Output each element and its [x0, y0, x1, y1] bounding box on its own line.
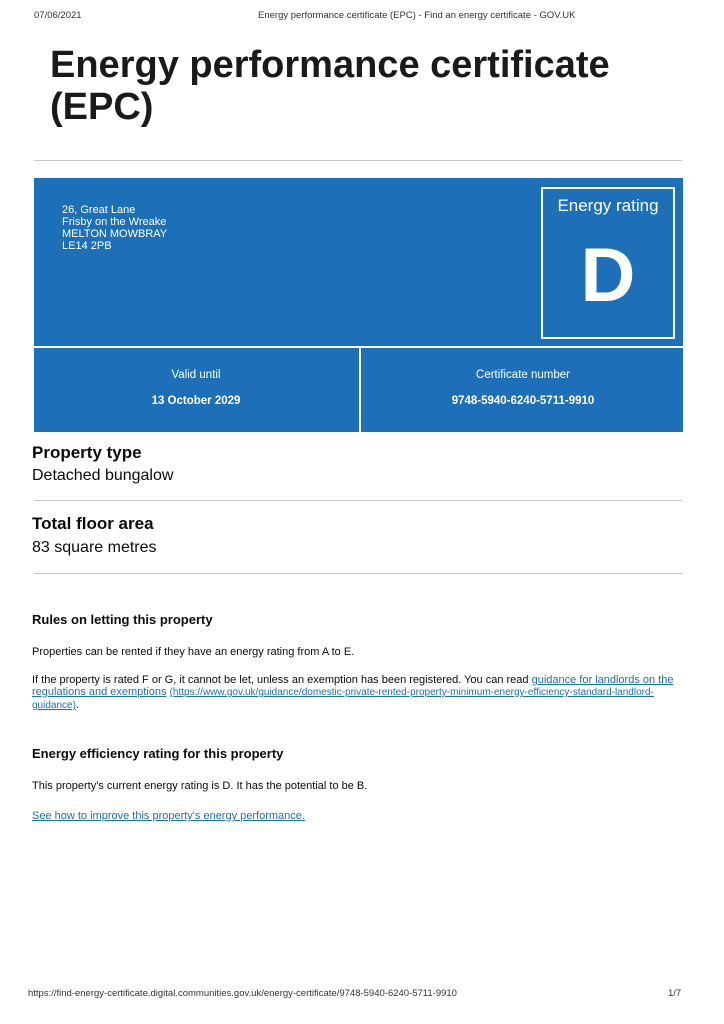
- certificate-number-value: 9748-5940-6240-5711-9910: [451, 395, 595, 407]
- letting-rules-heading: Rules on letting this property: [32, 612, 213, 627]
- floor-area-heading: Total floor area: [32, 514, 154, 533]
- epc-summary-panel: [34, 178, 683, 432]
- landlord-guidance-link[interactable]: guidance for landlords on the regulations and exemptions: [32, 674, 674, 698]
- page-title: Energy performance certificate (EPC): [50, 44, 610, 128]
- landlord-guidance-url[interactable]: (https://www.gov.uk/guidance/domestic-private-rented-property-minimum-energy-efficiency-standard-landlord-guidance): [32, 687, 654, 711]
- efficiency-heading: Energy efficiency rating for this property: [32, 746, 284, 761]
- divider: [34, 160, 682, 161]
- valid-until-label: Valid until: [171, 369, 221, 381]
- divider: [34, 573, 682, 574]
- print-date: 07/06/2021: [34, 10, 82, 21]
- address-line-3: MELTON MOWBRAY: [62, 228, 168, 240]
- address-line-1: 26, Great Lane: [62, 204, 136, 216]
- address-line-2: Frisby on the Wreake: [62, 216, 167, 228]
- property-address: [62, 204, 167, 252]
- letting-guidance-end: .: [75, 699, 79, 711]
- certificate-number-cell: [361, 348, 685, 432]
- letting-guidance-text: If the property is rated F or G, it cannot be let, unless an exemption has been registered. You can read: [32, 674, 532, 686]
- energy-rating-value: D: [580, 233, 636, 318]
- letting-rules-text: Properties can be rented if they have an energy rating from A to E.: [32, 646, 355, 658]
- page-number: 1/7: [668, 988, 682, 999]
- property-type-heading: Property type: [32, 443, 142, 462]
- energy-rating-label: Energy rating: [557, 196, 659, 215]
- valid-until-value: 13 October 2029: [151, 395, 241, 407]
- divider: [34, 500, 682, 501]
- letting-guidance-paragraph: [32, 674, 684, 712]
- print-page-title: Energy performance certificate (EPC) - Find an energy certificate - GOV.UK: [258, 10, 576, 21]
- energy-rating-box: [541, 187, 675, 339]
- certificate-number-label: Certificate number: [476, 369, 570, 381]
- efficiency-paragraph: [32, 810, 684, 822]
- efficiency-text: This property's current energy rating is D. It has the potential to be B.: [32, 780, 368, 792]
- print-footer-url: https://find-energy-certificate.digital.communities.gov.uk/energy-certificate/9748-5940-6240-5711-9910: [28, 988, 457, 999]
- improve-performance-link[interactable]: See how to improve this property's energy performance.: [32, 810, 305, 822]
- address-postcode: LE14 2PB: [62, 240, 112, 252]
- valid-until-cell: [34, 348, 358, 432]
- floor-area-value: 83 square metres: [32, 539, 157, 556]
- property-type-value: Detached bungalow: [32, 467, 174, 484]
